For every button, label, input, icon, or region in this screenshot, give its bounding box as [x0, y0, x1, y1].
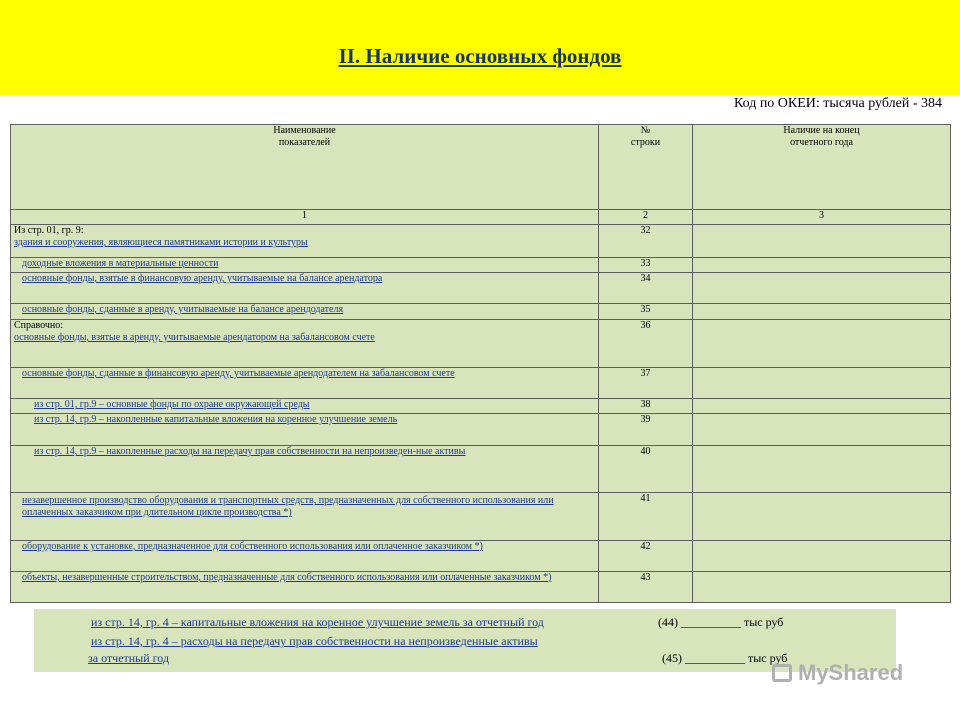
row-value-cell[interactable] — [693, 541, 951, 572]
footer-link-44[interactable]: из стр. 14, гр. 4 – капитальные вложения на коренное улучшение земель за отчетный год — [91, 615, 544, 629]
header-number-line1: № — [640, 125, 651, 136]
row-intro: Из стр. 01, гр. 9: — [14, 225, 84, 236]
row-label — [11, 493, 599, 541]
header-row-number — [599, 125, 693, 210]
row-label — [11, 399, 599, 414]
row-link[interactable]: из стр. 01, гр.9 – основные фонды по охране окружающей среды — [34, 399, 310, 410]
row-code: 41 — [599, 493, 693, 541]
table-row — [11, 304, 951, 320]
row-code: 36 — [599, 320, 693, 368]
row-code: 35 — [599, 304, 693, 320]
watermark-logo: MyShared — [798, 660, 904, 685]
row-value-cell[interactable] — [693, 399, 951, 414]
row-code: 39 — [599, 414, 693, 446]
row-link[interactable]: доходные вложения в материальные ценности — [22, 258, 219, 269]
header-indicator — [11, 125, 599, 210]
row-link[interactable]: из стр. 14, гр.9 – накопленные расходы на передачу прав собственности на непроизведен-ные активы — [34, 446, 466, 457]
footer-box — [34, 609, 896, 672]
row-label — [11, 368, 599, 399]
row-value-cell[interactable] — [693, 258, 951, 273]
row-label — [11, 446, 599, 493]
row-link[interactable]: основные фонды, взятые в финансовую аренду, учитываемые на балансе арендатора — [22, 273, 383, 284]
row-value-cell[interactable] — [693, 572, 951, 603]
column-number: 3 — [693, 210, 951, 225]
table-row — [11, 225, 951, 258]
table-row — [11, 320, 951, 368]
table-row — [11, 258, 951, 273]
row-code: 34 — [599, 273, 693, 304]
row-link[interactable]: оборудование к установке, предназначенное для собственного использования или оплаченное заказчиком *) — [22, 541, 483, 552]
row-link[interactable]: из стр. 14, гр.9 – накопленные капитальные вложения на коренное улучшение земель — [34, 414, 398, 425]
row-label — [11, 258, 599, 273]
row-value-cell[interactable] — [693, 414, 951, 446]
row-value-cell[interactable] — [693, 368, 951, 399]
row-label — [11, 304, 599, 320]
row-code: 43 — [599, 572, 693, 603]
row-code: 32 — [599, 225, 693, 258]
row-value-cell[interactable] — [693, 493, 951, 541]
row-code: 42 — [599, 541, 693, 572]
footer-code-45: (45) __________ тыс руб — [662, 651, 788, 665]
column-numbers-row — [11, 210, 951, 225]
table-row — [11, 399, 951, 414]
table-row — [11, 273, 951, 304]
header-indicator-line1: Наименование — [273, 125, 336, 136]
footer-link-45[interactable]: из стр. 14, гр. 4 – расходы на передачу прав собственности на непроизведенные активы — [91, 634, 538, 648]
header-row — [11, 125, 951, 210]
row-value-cell[interactable] — [693, 320, 951, 368]
header-indicator-line2: показателей — [278, 137, 331, 148]
row-link[interactable]: объекты, незавершенные строительством, предназначенные для собственного использования или оплаченные заказчиком *) — [22, 572, 552, 583]
row-link[interactable]: здания и сооружения, являющиеся памятниками истории и культуры — [14, 237, 308, 248]
header-year-end — [693, 125, 951, 210]
row-label — [11, 572, 599, 603]
column-number: 2 — [599, 210, 693, 225]
row-value-cell[interactable] — [693, 446, 951, 493]
row-code: 33 — [599, 258, 693, 273]
row-label — [11, 225, 599, 258]
row-intro: Справочно: — [14, 320, 64, 331]
row-label — [11, 273, 599, 304]
row-code: 38 — [599, 399, 693, 414]
row-link[interactable]: основные фонды, взятые в аренду, учитываемые арендатором на забалансовом счете — [14, 332, 375, 343]
table-row — [11, 541, 951, 572]
row-code: 37 — [599, 368, 693, 399]
row-link[interactable]: основные фонды, сданные в финансовую аренду, учитываемые арендодателем на забалансовом счете — [22, 368, 455, 379]
table-row — [11, 493, 951, 541]
page-title: II. Наличие основных фондов — [338, 44, 622, 68]
footer-code-44: (44) __________ тыс руб — [658, 615, 784, 629]
header-number-line2: строки — [630, 137, 661, 148]
table-row — [11, 368, 951, 399]
row-label — [11, 414, 599, 446]
row-code: 40 — [599, 446, 693, 493]
row-value-cell[interactable] — [693, 273, 951, 304]
row-label — [11, 541, 599, 572]
column-number: 1 — [11, 210, 599, 225]
watermark-icon — [772, 664, 792, 682]
row-link[interactable]: незавершенное производство оборудования и транспортных средств, предназначенных для собственного использования или оплаченных заказчиком при длительном цикле производства *) — [22, 495, 554, 518]
table-row — [11, 446, 951, 493]
footer-link-45-period[interactable]: за отчетный год — [88, 651, 170, 665]
header-year-line1: Наличие на конец — [783, 125, 860, 136]
row-label — [11, 320, 599, 368]
okei-code: Код по ОКЕИ: тысяча рублей - 384 — [733, 96, 942, 111]
fixed-assets-table — [10, 124, 951, 603]
table-row — [11, 414, 951, 446]
header-year-line2: отчетного года — [790, 137, 853, 148]
table-row — [11, 572, 951, 603]
row-value-cell[interactable] — [693, 225, 951, 258]
row-value-cell[interactable] — [693, 304, 951, 320]
row-link[interactable]: основные фонды, сданные в аренду, учитываемые на балансе арендодателя — [22, 304, 344, 315]
